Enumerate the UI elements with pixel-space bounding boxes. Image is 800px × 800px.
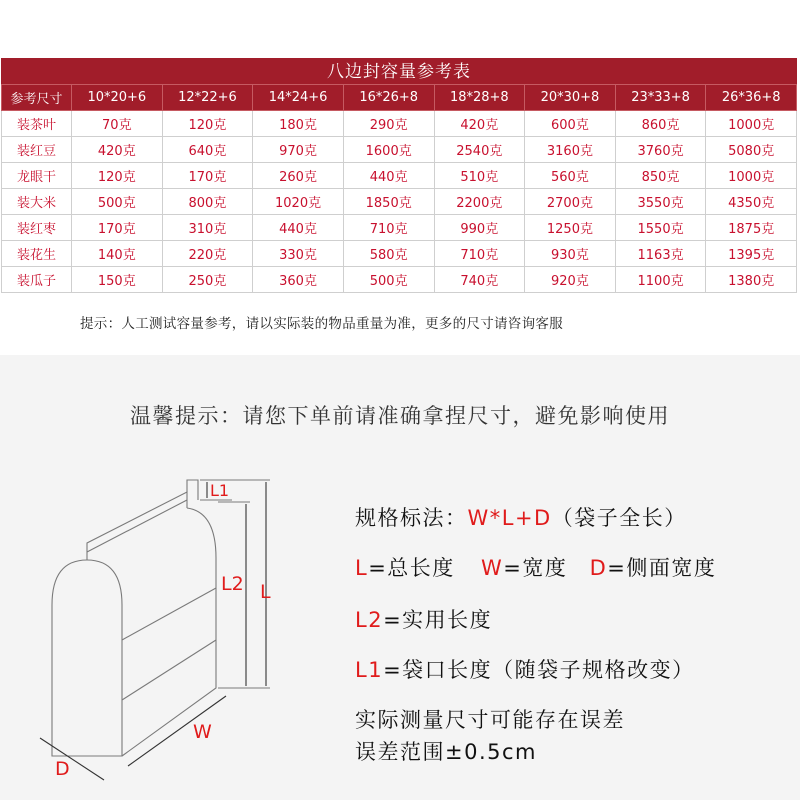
capacity-cell: 120克 <box>72 163 163 189</box>
size-header: 20*30+8 <box>525 85 616 111</box>
capacity-cell: 420克 <box>72 137 163 163</box>
capacity-cell: 2200克 <box>434 189 525 215</box>
table-header-row <box>2 85 797 111</box>
spec-line-L1 <box>355 654 695 684</box>
table-row <box>2 163 797 189</box>
spec-D-symbol: D <box>589 556 608 580</box>
capacity-cell: 1550克 <box>615 215 706 241</box>
reminder-text: 温馨提示：请您下单前请准确拿捏尺寸，避免影响使用 <box>130 404 670 428</box>
capacity-cell: 600克 <box>525 111 616 137</box>
spec-line-error-note: 实际测量尺寸可能存在误差 <box>355 708 625 732</box>
capacity-cell: 1163克 <box>615 241 706 267</box>
capacity-cell: 1380克 <box>706 267 797 293</box>
capacity-cell: 1600克 <box>343 137 434 163</box>
spec-W-text: =宽度 <box>503 556 568 580</box>
spec-L2-symbol: L2 <box>355 608 384 632</box>
capacity-cell: 220克 <box>162 241 253 267</box>
label-L2: L2 <box>221 573 244 595</box>
capacity-cell: 70克 <box>72 111 163 137</box>
row-label: 装红豆 <box>2 137 72 163</box>
spec-line-format <box>355 502 687 532</box>
capacity-cell: 1250克 <box>525 215 616 241</box>
capacity-cell: 140克 <box>72 241 163 267</box>
capacity-cell: 710克 <box>343 215 434 241</box>
capacity-cell: 920克 <box>525 267 616 293</box>
capacity-cell: 640克 <box>162 137 253 163</box>
capacity-cell: 170克 <box>162 163 253 189</box>
capacity-cell: 3760克 <box>615 137 706 163</box>
table-row <box>2 111 797 137</box>
table-row <box>2 215 797 241</box>
size-header: 10*20+6 <box>72 85 163 111</box>
spec-W-symbol: W <box>481 556 504 580</box>
row-label: 装花生 <box>2 241 72 267</box>
spec-format-prefix: 规格标法： <box>355 506 468 530</box>
table-row <box>2 267 797 293</box>
spec-line-L2 <box>355 604 492 634</box>
row-label: 装红枣 <box>2 215 72 241</box>
bag-diagram <box>0 460 330 800</box>
spec-L1-symbol: L1 <box>355 658 384 682</box>
size-header: 12*22+6 <box>162 85 253 111</box>
capacity-cell: 1020克 <box>253 189 344 215</box>
capacity-cell: 560克 <box>525 163 616 189</box>
capacity-cell: 930克 <box>525 241 616 267</box>
capacity-cell: 1395克 <box>706 241 797 267</box>
capacity-cell: 290克 <box>343 111 434 137</box>
row-label: 装瓜子 <box>2 267 72 293</box>
size-header: 16*26+8 <box>343 85 434 111</box>
capacity-cell: 500克 <box>343 267 434 293</box>
row-label: 装茶叶 <box>2 111 72 137</box>
capacity-cell: 860克 <box>615 111 706 137</box>
capacity-cell: 2700克 <box>525 189 616 215</box>
capacity-cell: 5080克 <box>706 137 797 163</box>
capacity-cell: 3550克 <box>615 189 706 215</box>
capacity-cell: 310克 <box>162 215 253 241</box>
capacity-cell: 800克 <box>162 189 253 215</box>
capacity-cell: 250克 <box>162 267 253 293</box>
capacity-cell: 420克 <box>434 111 525 137</box>
spec-L-symbol: L <box>355 556 369 580</box>
capacity-cell: 510克 <box>434 163 525 189</box>
size-header: 18*28+8 <box>434 85 525 111</box>
table-title: 八边封容量参考表 <box>1 58 797 86</box>
capacity-cell: 1000克 <box>706 163 797 189</box>
capacity-cell: 850克 <box>615 163 706 189</box>
capacity-cell: 360克 <box>253 267 344 293</box>
table-row <box>2 189 797 215</box>
capacity-section <box>0 0 800 355</box>
capacity-cell: 990克 <box>434 215 525 241</box>
table-row <box>2 137 797 163</box>
capacity-cell: 440克 <box>343 163 434 189</box>
capacity-cell: 120克 <box>162 111 253 137</box>
spec-L-text: =总长度 <box>368 556 455 580</box>
label-W: W <box>193 721 212 743</box>
spec-L2-text: =实用长度 <box>383 608 493 632</box>
capacity-cell: 500克 <box>72 189 163 215</box>
corner-header: 参考尺寸 <box>2 85 72 111</box>
spec-line-error-range: 误差范围±0.5cm <box>355 740 537 764</box>
capacity-cell: 170克 <box>72 215 163 241</box>
size-header: 26*36+8 <box>706 85 797 111</box>
capacity-cell: 440克 <box>253 215 344 241</box>
capacity-cell: 740克 <box>434 267 525 293</box>
capacity-cell: 4350克 <box>706 189 797 215</box>
capacity-cell: 330克 <box>253 241 344 267</box>
label-L1: L1 <box>210 481 230 500</box>
table-row <box>2 241 797 267</box>
label-D: D <box>55 758 70 780</box>
capacity-cell: 2540克 <box>434 137 525 163</box>
capacity-cell: 260克 <box>253 163 344 189</box>
row-label: 装大米 <box>2 189 72 215</box>
capacity-cell: 580克 <box>343 241 434 267</box>
capacity-table <box>1 84 797 293</box>
size-header: 23*33+8 <box>615 85 706 111</box>
spec-D-text: =侧面宽度 <box>607 556 717 580</box>
capacity-cell: 1850克 <box>343 189 434 215</box>
spec-format-suffix: （袋子全长） <box>551 506 687 530</box>
row-label: 龙眼干 <box>2 163 72 189</box>
spec-L1-text: =袋口长度（随袋子规格改变） <box>383 658 695 682</box>
capacity-cell: 1000克 <box>706 111 797 137</box>
capacity-cell: 1875克 <box>706 215 797 241</box>
bag-front-outline <box>52 560 122 756</box>
spec-format-formula: W*L+D <box>467 506 552 530</box>
capacity-cell: 180克 <box>253 111 344 137</box>
size-header: 14*24+6 <box>253 85 344 111</box>
capacity-cell: 970克 <box>253 137 344 163</box>
capacity-cell: 710克 <box>434 241 525 267</box>
capacity-cell: 3160克 <box>525 137 616 163</box>
capacity-cell: 1100克 <box>615 267 706 293</box>
spec-line-definitions <box>355 552 716 582</box>
capacity-cell: 150克 <box>72 267 163 293</box>
capacity-note: 提示：人工测试容量参考，请以实际装的物品重量为准，更多的尺寸请咨询客服 <box>80 316 563 332</box>
label-L: L <box>260 581 271 603</box>
